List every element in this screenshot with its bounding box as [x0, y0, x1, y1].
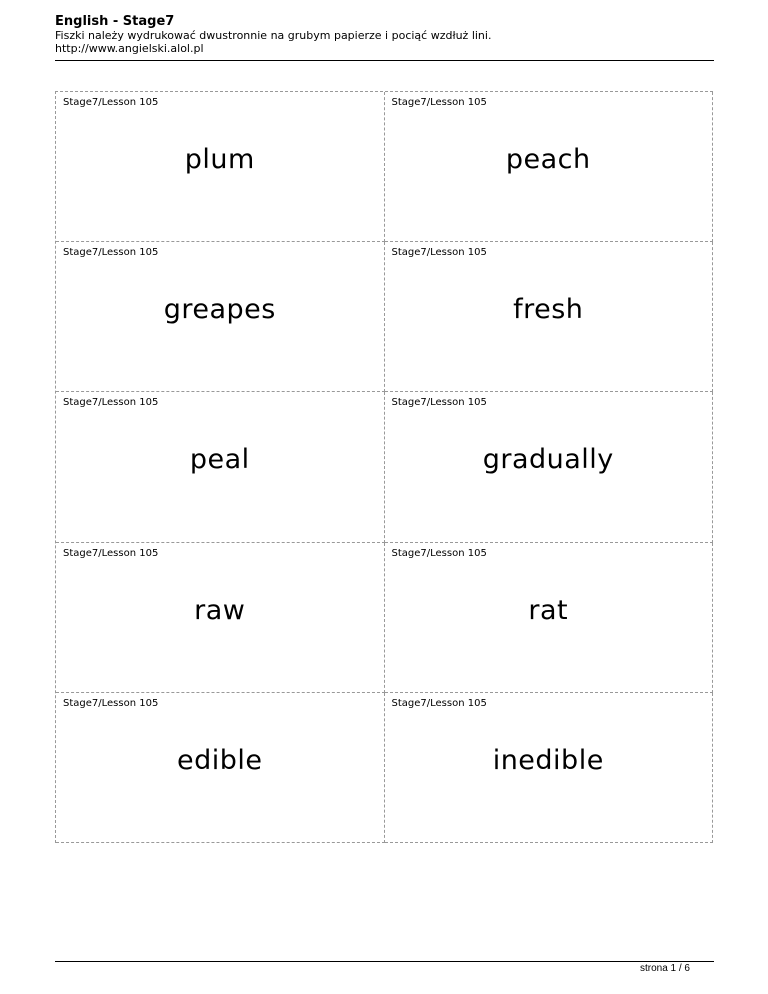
card-word: peach	[505, 144, 591, 175]
card-word: gradually	[482, 444, 614, 476]
card-word: fresh	[513, 294, 584, 326]
header-rule	[55, 60, 714, 61]
flashcard	[385, 242, 714, 392]
card-lesson-label: Stage7/Lesson 105	[391, 697, 487, 709]
card-lesson-label: Stage7/Lesson 105	[63, 547, 159, 559]
page-number: strona 1 / 6	[639, 963, 690, 974]
card-word: rat	[528, 594, 569, 626]
flashcard	[56, 543, 385, 693]
card-lesson-label: Stage7/Lesson 105	[391, 97, 487, 108]
card-lesson-label: Stage7/Lesson 105	[63, 247, 159, 259]
card-word: raw	[194, 594, 246, 626]
footer-rule	[55, 961, 714, 962]
flashcard	[385, 392, 714, 542]
print-instruction: Fiszki należy wydrukować dwustronnie na grubym papierze i pociąć wzdłuż lini.	[55, 29, 492, 42]
flashcard	[385, 92, 714, 242]
card-lesson-label: Stage7/Lesson 105	[63, 697, 159, 709]
flashcard-grid	[55, 91, 713, 843]
card-lesson-label: Stage7/Lesson 105	[391, 247, 487, 259]
flashcard	[385, 543, 714, 693]
flashcard	[56, 693, 385, 843]
page-header	[55, 14, 714, 55]
flashcard	[56, 392, 385, 542]
flashcard	[385, 693, 714, 843]
card-word: peal	[189, 444, 250, 476]
flashcard	[56, 242, 385, 392]
card-word: plum	[184, 144, 255, 175]
flashcard	[56, 92, 385, 242]
card-word: inedible	[492, 744, 604, 776]
document-title: English - Stage7	[55, 14, 175, 29]
card-word: greapes	[163, 294, 276, 326]
source-url: http://www.angielski.alol.pl	[55, 42, 204, 55]
card-lesson-label: Stage7/Lesson 105	[391, 547, 487, 559]
card-word: edible	[176, 744, 263, 776]
card-lesson-label: Stage7/Lesson 105	[63, 97, 159, 108]
card-lesson-label: Stage7/Lesson 105	[391, 397, 487, 409]
card-lesson-label: Stage7/Lesson 105	[63, 397, 159, 409]
